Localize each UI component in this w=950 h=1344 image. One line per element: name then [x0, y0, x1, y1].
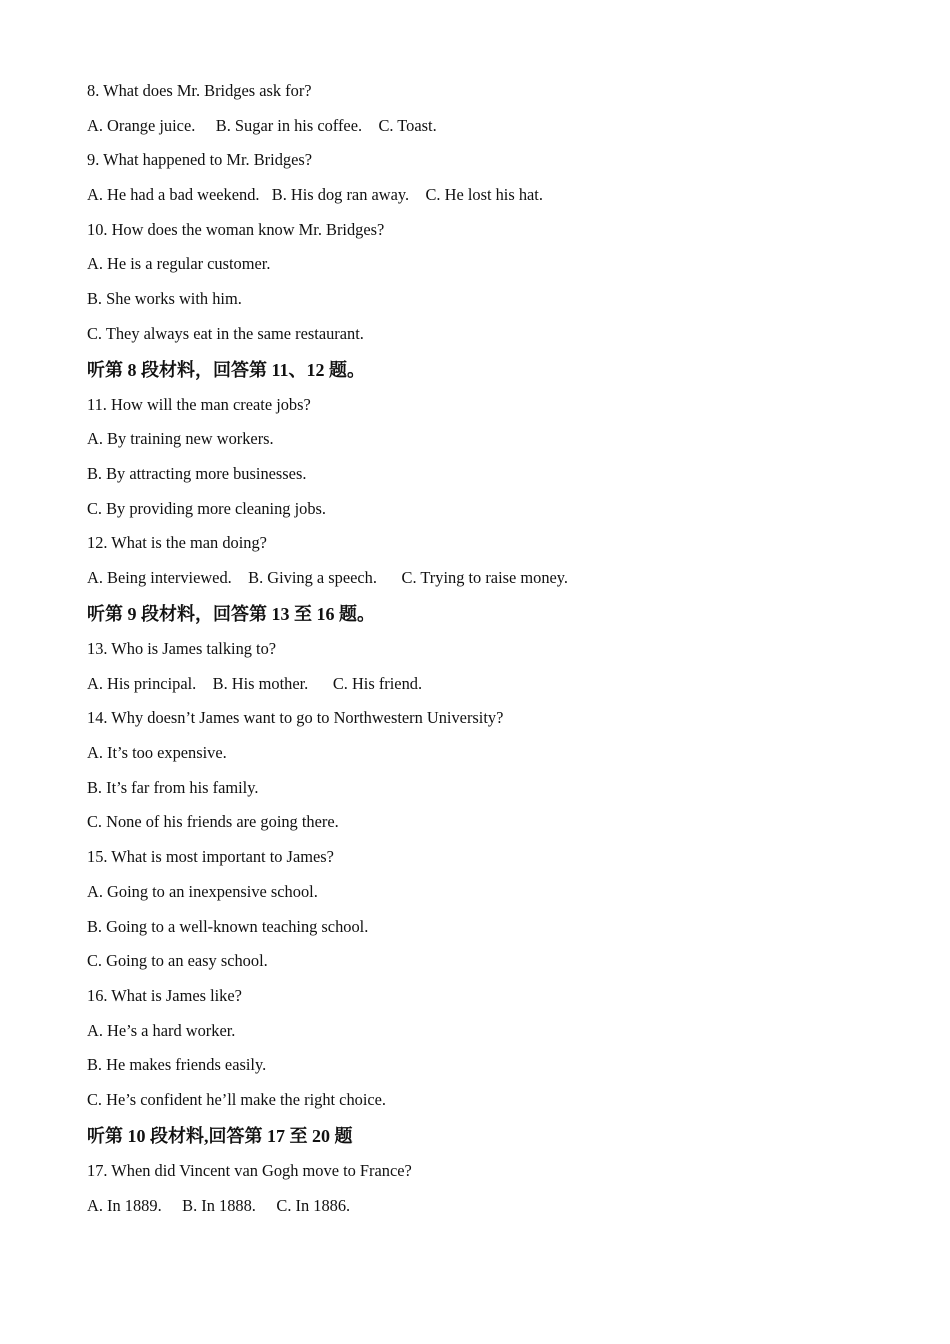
answer-options: A. Going to an inexpensive school.	[87, 881, 318, 901]
answer-options: B. Going to a well-known teaching school.	[87, 916, 369, 936]
answer-options: A. Being interviewed. B. Giving a speech. C. Trying to raise money.	[87, 568, 569, 588]
answer-options: C. He’s confident he’ll make the right choice.	[87, 1089, 387, 1109]
answer-options: A. He’s a hard worker.	[87, 1020, 236, 1040]
question-text: 15. What is most important to James?	[87, 847, 334, 867]
answer-options: A. By training new workers.	[87, 429, 274, 449]
answer-options: B. He makes friends easily.	[87, 1055, 267, 1075]
answer-options: C. None of his friends are going there.	[87, 812, 339, 832]
question-text: 12. What is the man doing?	[87, 533, 267, 553]
question-text: 13. Who is James talking to?	[87, 639, 277, 658]
answer-options: B. It’s far from his family.	[87, 777, 259, 797]
answer-options: A. He is a regular customer.	[87, 254, 271, 274]
answer-options: A. In 1889. B. In 1888. C. In 1886.	[87, 1195, 351, 1215]
answer-options: C. Going to an easy school.	[87, 951, 268, 971]
answer-options: A. Orange juice. B. Sugar in his coffee. C. Toast.	[87, 115, 437, 135]
question-text: 17. When did Vincent van Gogh move to France?	[87, 1160, 412, 1180]
section-heading: 听第 9 段材料，回答第 13 至 16 题。	[87, 603, 375, 624]
answer-options: A. He had a bad weekend. B. His dog ran away. C. He lost his hat.	[87, 185, 543, 205]
question-text: 8. What does Mr. Bridges ask for?	[87, 81, 312, 100]
question-text: 11. How will the man create jobs?	[87, 394, 311, 414]
section-heading: 听第 8 段材料，回答第 11、12 题。	[87, 359, 366, 380]
section-heading: 听第 10 段材料,回答第 17 至 20 题	[87, 1125, 353, 1146]
answer-options: A. It’s too expensive.	[87, 743, 227, 763]
question-text: 16. What is James like?	[87, 985, 242, 1005]
answer-options: C. They always eat in the same restaurant.	[87, 323, 364, 343]
answer-options: A. His principal. B. His mother. C. His friend.	[87, 673, 423, 693]
answer-options: C. By providing more cleaning jobs.	[87, 498, 327, 518]
exam-content	[87, 74, 887, 1223]
answer-options: B. By attracting more businesses.	[87, 464, 307, 484]
answer-options: B. She works with him.	[87, 289, 242, 309]
question-text: 10. How does the woman know Mr. Bridges?	[87, 219, 385, 239]
question-text: 14. Why doesn’t James want to go to Northwestern University?	[87, 708, 504, 728]
question-text: 9. What happened to Mr. Bridges?	[87, 150, 313, 170]
